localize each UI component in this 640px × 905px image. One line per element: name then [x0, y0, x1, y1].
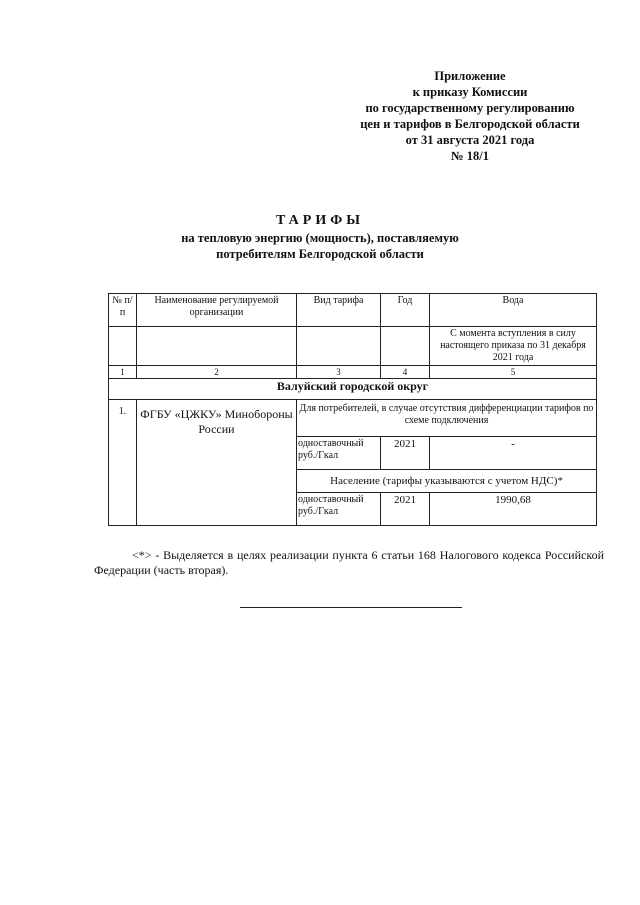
table-row	[109, 400, 597, 437]
column-number: 3	[297, 366, 381, 379]
condition-label: Население (тарифы указываются с учетом НДС)*	[297, 470, 597, 493]
column-number: 1	[109, 366, 137, 379]
title-heading: ТАРИФЫ	[276, 213, 364, 228]
org-number: 1.	[109, 400, 137, 526]
district-name: Валуйский городской округ	[109, 379, 597, 400]
tariff-table	[108, 293, 597, 526]
tariff-type-cell: одноставочный руб./Гкал	[297, 493, 381, 526]
column-number: 4	[381, 366, 430, 379]
title-line: на тепловую энергию (мощность), поставляемую	[181, 231, 459, 245]
column-number: 2	[137, 366, 297, 379]
appendix-line: Приложение	[434, 69, 506, 83]
appendix-block	[340, 68, 600, 164]
footnote: <*> - Выделяется в целях реализации пункта 6 статьи 168 Налогового кодекса Российской Федерации (часть вторая).	[94, 548, 604, 577]
document-title	[0, 212, 640, 262]
column-number: 5	[430, 366, 597, 379]
appendix-line: к приказу Комиссии	[412, 85, 528, 99]
year-cell: 2021	[381, 493, 430, 526]
tariff-type-cell: одноставочный руб./Гкал	[297, 437, 381, 470]
title-line: потребителям Белгородской области	[216, 247, 424, 261]
header-year: Год	[381, 294, 430, 327]
column-number-row	[109, 366, 597, 379]
table-period-row	[109, 327, 597, 366]
table-header-row	[109, 294, 597, 327]
header-num: № п/п	[109, 294, 137, 327]
appendix-line: от 31 августа 2021 года	[405, 133, 535, 147]
org-name: ФГБУ «ЦЖКУ» Минобороны России	[140, 407, 293, 436]
appendix-line: № 18/1	[451, 149, 489, 163]
appendix-line: цен и тарифов в Белгородской области	[360, 117, 580, 131]
header-tariff-type: Вид тарифа	[297, 294, 381, 327]
value-cell: -	[430, 437, 597, 470]
value-cell: 1990,68	[430, 493, 597, 526]
divider-line	[240, 607, 462, 608]
district-row	[109, 379, 597, 400]
appendix-line: по государственному регулированию	[365, 101, 575, 115]
org-name-cell	[137, 400, 297, 526]
condition-label: Для потребителей, в случае отсутствия дифференциации тарифов по схеме подключения	[297, 400, 597, 437]
header-org: Наименование регулируемой организации	[137, 294, 297, 327]
period-note: С момента вступления в силу настоящего приказа по 31 декабря 2021 года	[430, 327, 597, 366]
header-water: Вода	[430, 294, 597, 327]
year-cell: 2021	[381, 437, 430, 470]
